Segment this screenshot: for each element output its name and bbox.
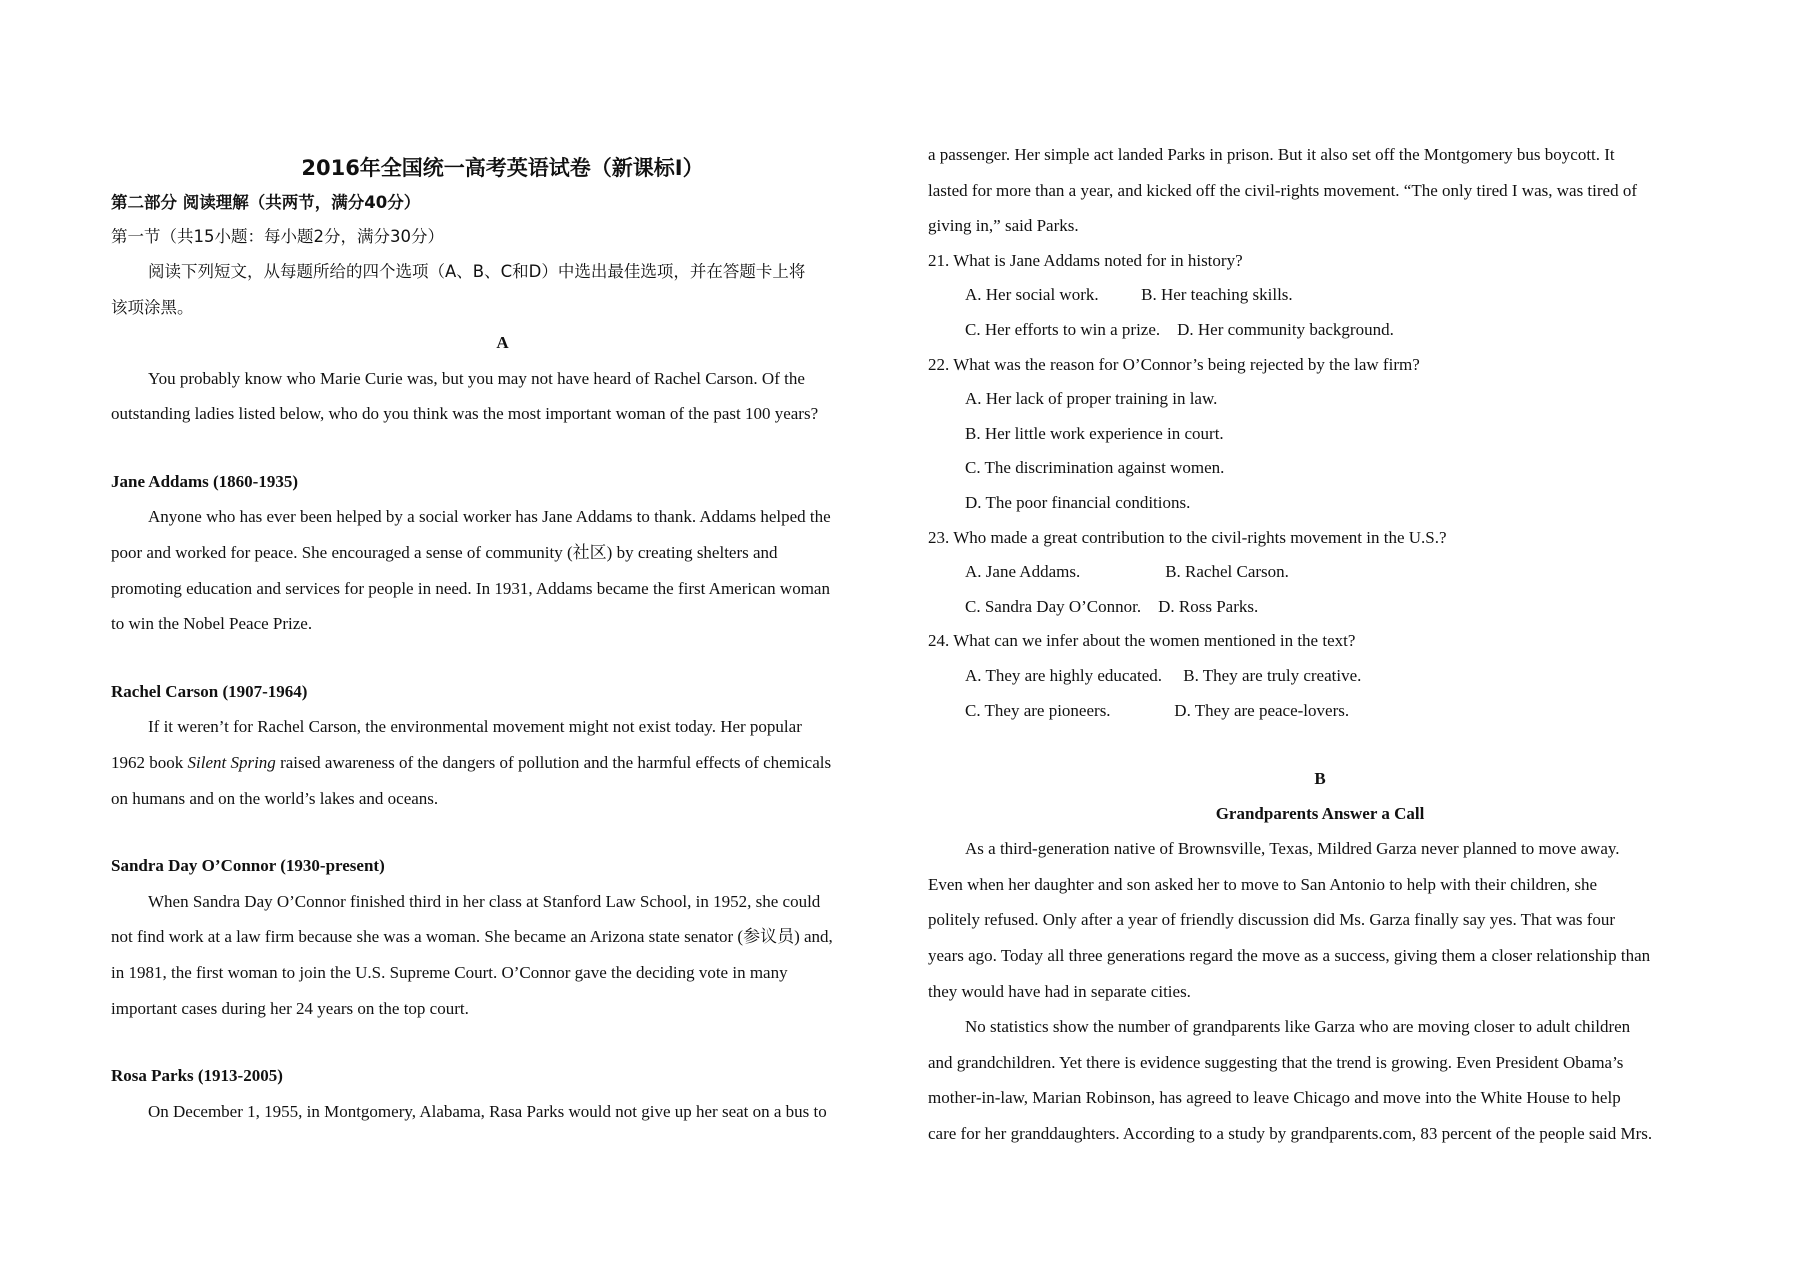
instruction-line-2: 该项涂黑。 [111,298,194,317]
oconnor-heading: Sandra Day O’Connor (1930-present) [111,856,385,876]
passage-b-title: Grandparents Answer a Call [1215,803,1425,823]
passage-b-p1-line-4: years ago. Today all three generations regard the move as a success, giving them a closer relationship than [928,946,1651,966]
carson-line-2-pre: 1962 book [111,752,188,772]
passage-b-p2-line-1: No statistics show the number of grandparents like Garza who are moving closer to adult children [965,1017,1631,1037]
parks-line-3: lasted for more than a year, and kicked off the civil-rights movement. “The only tired I was, was tired of [928,180,1637,200]
oconnor-line-3: in 1981, the first woman to join the U.S. Supreme Court. O’Connor gave the deciding vote in many [111,962,788,982]
passage-a-intro-line-1: You probably know who Marie Curie was, but you may not have heard of Rachel Carson. Of the [148,368,805,388]
spacer [111,642,894,675]
question-stem: 24. What can we infer about the women mentioned in the text? [928,631,1356,651]
right-column [928,137,1712,1152]
question-options-row: C. The discrimination against women. [965,458,1225,478]
question-options-row: C. Her efforts to win a prize. D. Her community background. [965,319,1394,339]
section-heading: 第一节（共15小题：每小题2分，满分30分） [111,227,444,246]
question-options-row: B. Her little work experience in court. [965,423,1224,443]
addams-heading: Jane Addams (1860-1935) [111,471,299,491]
part-heading: 第二部分 阅读理解（共两节，满分40分） [111,193,421,212]
passage-b-p1-line-2: Even when her daughter and son asked her to move to San Antonio to help with their children, she [928,874,1597,894]
spacer [111,816,894,849]
carson-line-2-post: raised awareness of the dangers of pollution and the harmful effects of chemicals [275,752,832,772]
spacer [111,432,894,465]
passage-b-p2-line-3: mother-in-law, Marian Robinson, has agreed to leave Chicago and move into the White House to help [928,1088,1621,1108]
parks-line-4: giving in,” said Parks. [928,216,1079,236]
carson-line-3: on humans and on the world’s lakes and oceans. [111,788,439,808]
book-title: Silent Spring [187,752,276,772]
left-column [111,150,894,1129]
addams-line-3: promoting education and services for people in need. In 1931, Addams became the first American woman [111,578,830,598]
question-23 [928,521,1712,625]
addams-line-4: to win the Nobel Peace Prize. [111,614,313,634]
question-stem: 23. Who made a great contribution to the civil-rights movement in the U.S.? [928,527,1447,547]
parks-line-2: a passenger. Her simple act landed Parks in prison. But it also set off the Montgomery bus boycott. It [928,145,1615,164]
oconnor-line-1: When Sandra Day O’Connor finished third in her class at Stanford Law School, in 1952, she could [148,891,821,911]
question-stem: 21. What is Jane Addams noted for in history? [928,250,1243,270]
question-24 [928,624,1712,728]
question-22 [928,348,1712,521]
question-stem: 22. What was the reason for O’Connor’s being rejected by the law firm? [928,354,1420,374]
spacer [111,1026,894,1059]
question-options-row: A. Her social work. B. Her teaching skills. [965,285,1293,305]
passage-a-label: A [496,333,509,352]
spacer [928,728,1712,762]
question-options-row: C. Sandra Day O’Connor. D. Ross Parks. [965,596,1259,616]
carson-line-1: If it weren’t for Rachel Carson, the environmental movement might not exist today. Her popular [148,717,802,737]
question-options-row: A. Her lack of proper training in law. [965,389,1218,409]
question-21 [928,244,1712,348]
passage-b-label: B [1314,769,1326,789]
passage-b-p2-line-4: care for her granddaughters. According to a study by grandparents.com, 83 percent of the people said Mrs. [928,1124,1653,1144]
carson-line-2 [111,745,894,781]
page-title: 2016年全国统一高考英语试卷（新课标I） [301,156,704,180]
question-options-row: C. They are pioneers. D. They are peace-lovers. [965,700,1350,720]
passage-a-intro-line-2: outstanding ladies listed below, who do you think was the most important woman of the past 100 years? [111,404,819,424]
carson-heading: Rachel Carson (1907-1964) [111,681,308,701]
addams-line-2: poor and worked for peace. She encouraged a sense of community (社区) by creating shelters and [111,542,778,562]
passage-b-p2-line-2: and grandchildren. Yet there is evidence suggesting that the trend is growing. Even President Obama’s [928,1052,1624,1072]
instruction-line-1: 阅读下列短文，从每题所给的四个选项（A、B、C和D）中选出最佳选项，并在答题卡上将 [148,262,806,281]
oconnor-line-2: not find work at a law firm because she was a woman. She became an Arizona state senator (参议员) and, [111,927,833,947]
passage-b-p1-line-1: As a third-generation native of Brownsville, Texas, Mildred Garza never planned to move away. [965,839,1620,859]
question-options-row: A. Jane Addams. B. Rachel Carson. [965,562,1289,582]
passage-b-p1-line-5: they would have had in separate cities. [928,981,1191,1001]
question-options-row: A. They are highly educated. B. They are truly creative. [965,665,1362,685]
passage-b-p1-line-3: politely refused. Only after a year of friendly discussion did Ms. Garza finally say yes. That was four [928,910,1616,930]
parks-line-1: On December 1, 1955, in Montgomery, Alabama, Rasa Parks would not give up her seat on a bus to [148,1101,827,1121]
parks-heading: Rosa Parks (1913-2005) [111,1066,283,1086]
question-options-row: D. The poor financial conditions. [965,492,1191,512]
addams-line-1: Anyone who has ever been helped by a social worker has Jane Addams to thank. Addams helped the [148,507,831,527]
oconnor-line-4: important cases during her 24 years on the top court. [111,998,469,1018]
